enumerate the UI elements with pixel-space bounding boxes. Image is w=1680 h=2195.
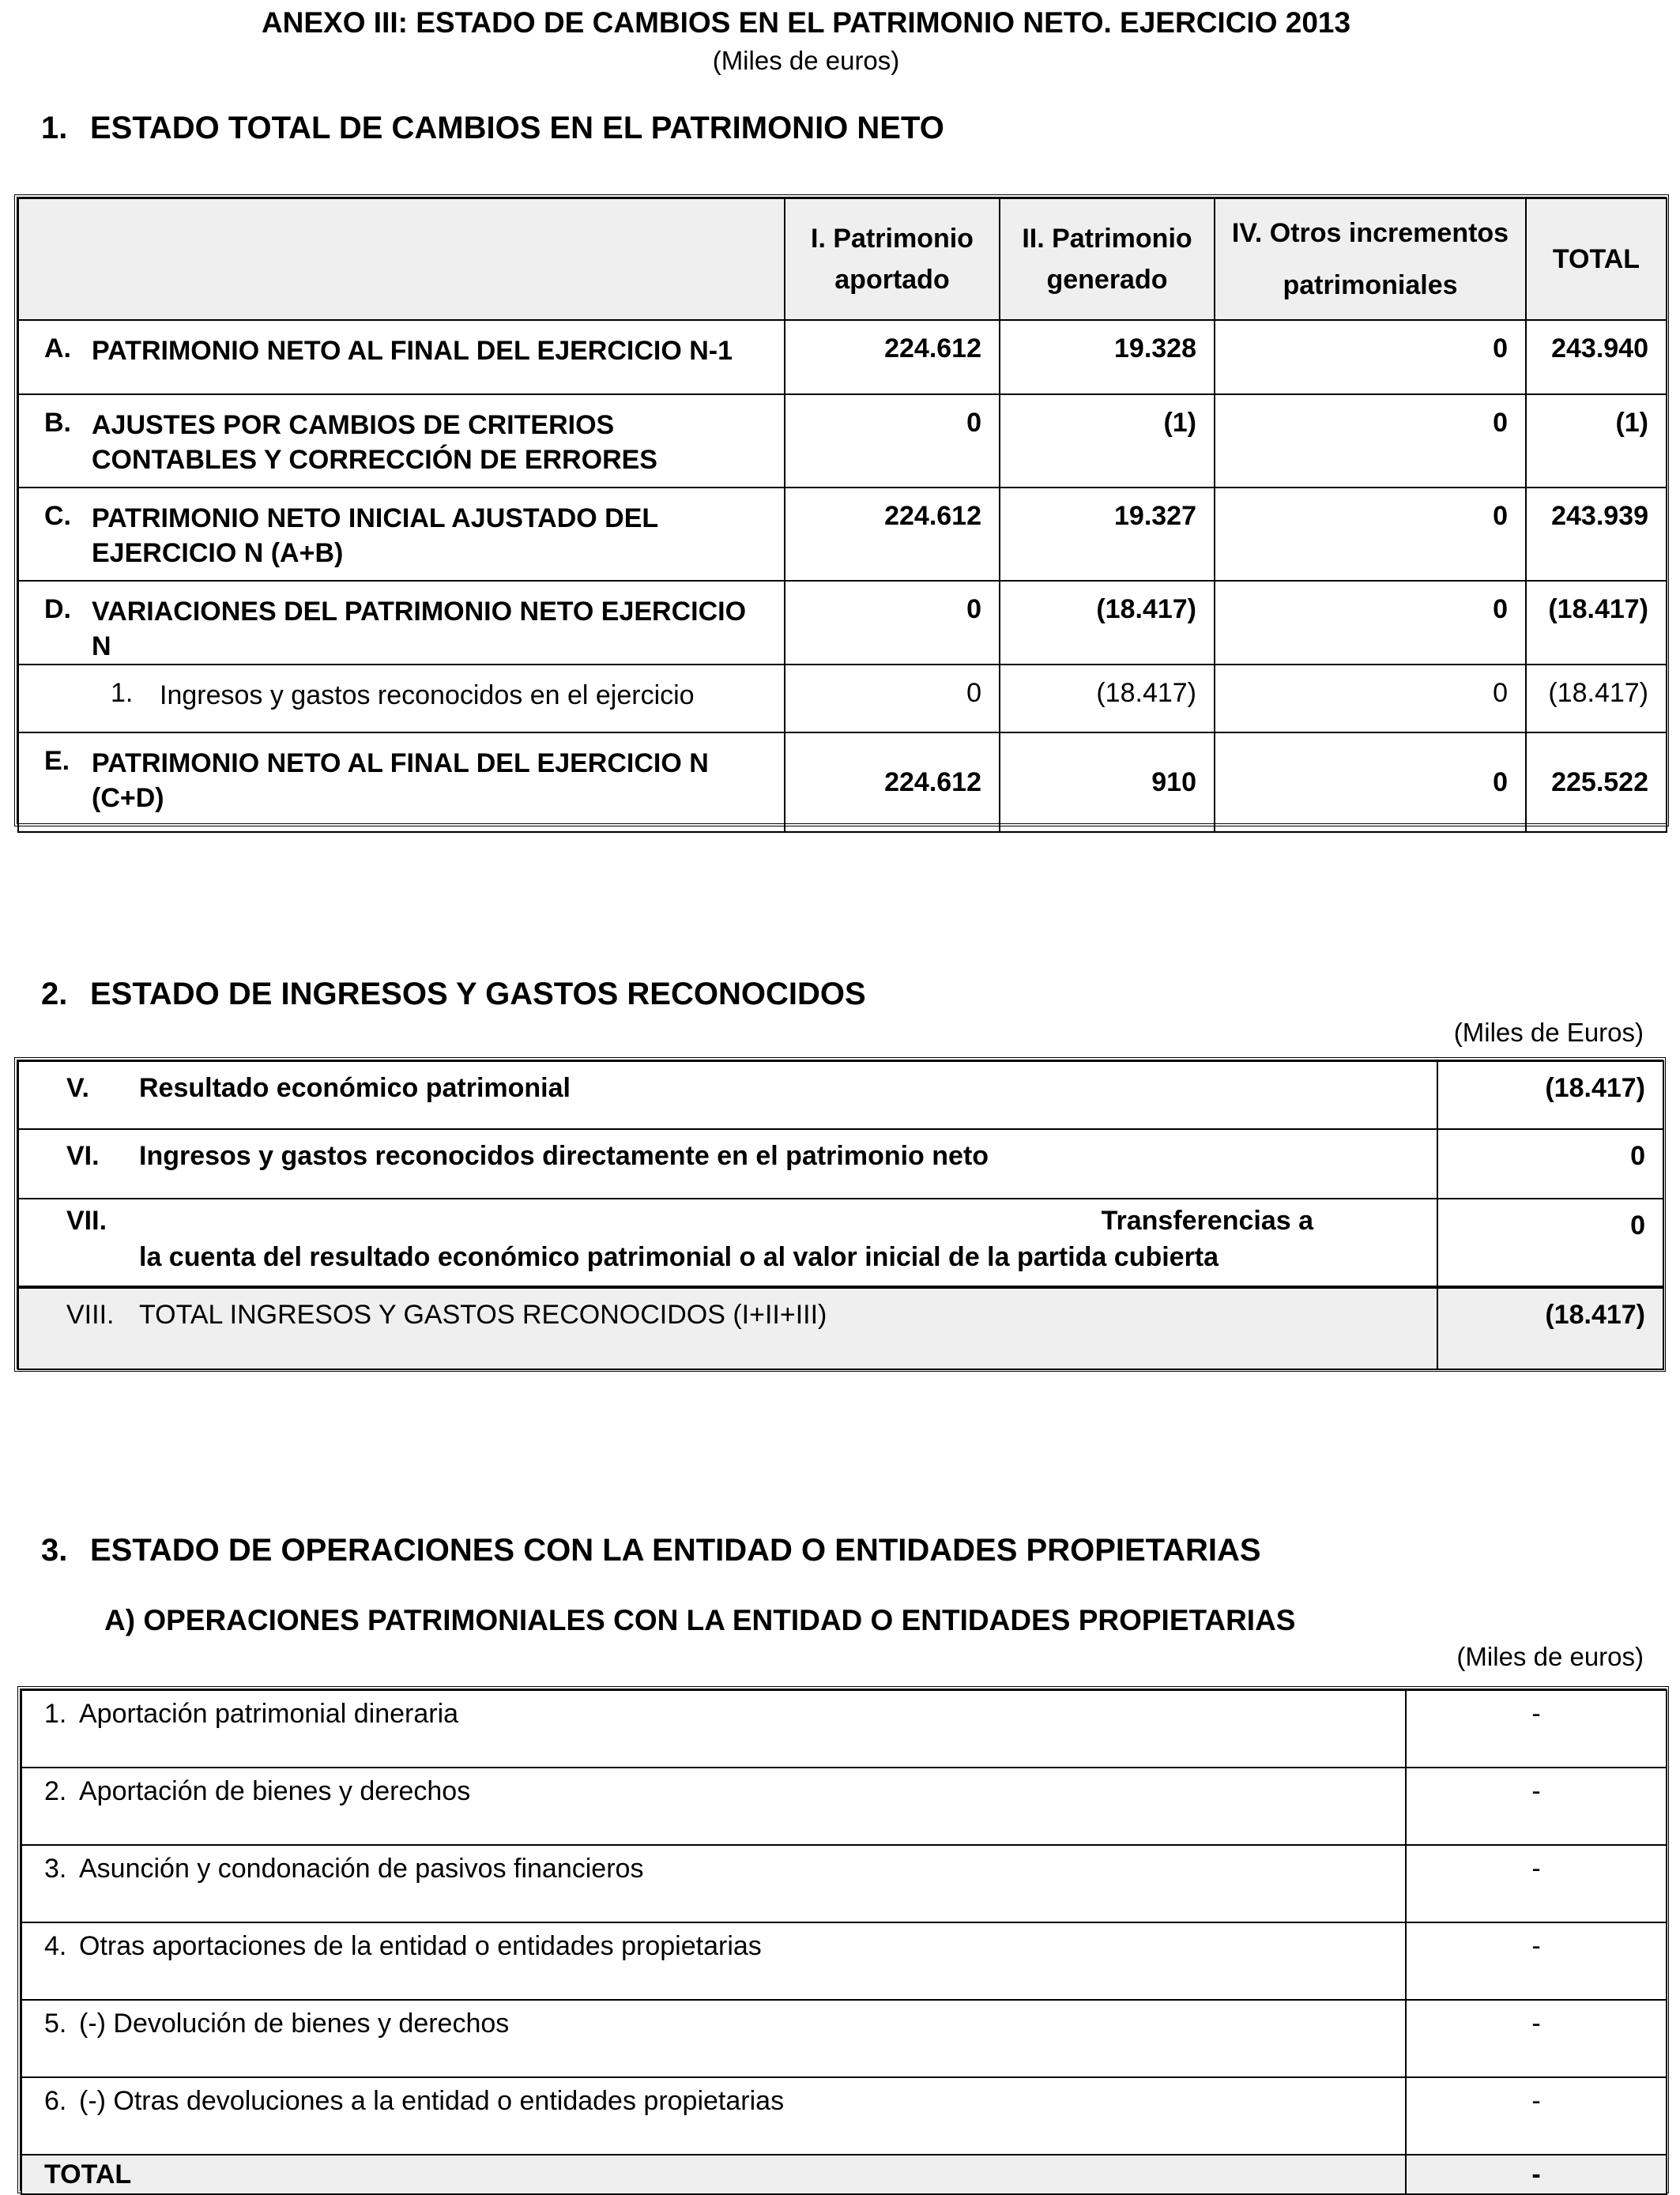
row-label: 1. Aportación patrimonial dineraria	[21, 1690, 1406, 1768]
table-total-row	[21, 2155, 1667, 2194]
section-3-title: ESTADO DE OPERACIONES CON LA ENTIDAD O ENTIDADES PROPIETARIAS	[90, 1533, 1261, 1568]
cell-patrimonio-aportado: 0	[785, 581, 1000, 665]
cell-total: (18.417)	[1526, 581, 1667, 665]
column-header-patrimonio-aportado: I. Patrimonio aportado	[785, 198, 1000, 320]
cell-total: (18.417)	[1526, 665, 1667, 732]
cell-patrimonio-aportado: 224.612	[785, 732, 1000, 832]
cell-patrimonio-aportado: 224.612	[785, 320, 1000, 394]
cell-value: -	[1406, 1690, 1667, 1768]
cell-patrimonio-generado: (18.417)	[1000, 581, 1215, 665]
cell-otros-incrementos: 0	[1215, 732, 1526, 832]
table-ingresos-gastos	[14, 1057, 1666, 1372]
table-row	[21, 2000, 1667, 2077]
section-1-number: 1.	[41, 111, 68, 145]
cell-otros-incrementos: 0	[1215, 488, 1526, 581]
section-2-title: ESTADO DE INGRESOS Y GASTOS RECONOCIDOS	[90, 977, 866, 1011]
total-value: -	[1406, 2155, 1667, 2194]
cell-otros-incrementos: 0	[1215, 665, 1526, 732]
cell-patrimonio-generado: (1)	[1000, 394, 1215, 488]
table-row	[18, 1199, 1663, 1287]
cell-patrimonio-generado: (18.417)	[1000, 665, 1215, 732]
row-label: 2. Aportación de bienes y derechos	[21, 1768, 1406, 1845]
row-label: E. PATRIMONIO NETO AL FINAL DEL EJERCICIO N (C+D)	[18, 732, 785, 832]
cell-value: (18.417)	[1437, 1061, 1663, 1129]
column-header-patrimonio-generado: II. Patrimonio generado	[1000, 198, 1215, 320]
table-total-row	[18, 1287, 1663, 1369]
row-label: VII. Transferencias a la cuenta del resultado económico patrimonial o al valor inicial de la partida cubierta	[18, 1199, 1437, 1287]
section-2-units: (Miles de Euros)	[1453, 1018, 1644, 1047]
row-label: A. PATRIMONIO NETO AL FINAL DEL EJERCICIO N-1	[18, 320, 785, 394]
table-row	[21, 1690, 1667, 1768]
row-label: 4. Otras aportaciones de la entidad o entidades propietarias	[21, 1922, 1406, 2000]
table-row	[18, 1061, 1663, 1129]
section-1-title: ESTADO TOTAL DE CAMBIOS EN EL PATRIMONIO NETO	[90, 111, 944, 145]
cell-value: -	[1406, 1922, 1667, 2000]
table-row	[18, 732, 1667, 832]
cell-value: -	[1406, 2000, 1667, 2077]
table-row	[18, 488, 1667, 581]
section-3-heading	[41, 1533, 1261, 1568]
section-2-number: 2.	[41, 977, 68, 1011]
row-label: B. AJUSTES POR CAMBIOS DE CRITERIOS CONTABLES Y CORRECCIÓN DE ERRORES	[18, 394, 785, 488]
cell-patrimonio-generado: 910	[1000, 732, 1215, 832]
section-3-number: 3.	[41, 1533, 68, 1568]
cell-patrimonio-generado: 19.328	[1000, 320, 1215, 394]
row-label: 1. Ingresos y gastos reconocidos en el ejercicio	[18, 665, 785, 732]
column-header-total: TOTAL	[1526, 198, 1667, 320]
row-label: 6. (-) Otras devoluciones a la entidad o entidades propietarias	[21, 2077, 1406, 2155]
page-title: ANEXO III: ESTADO DE CAMBIOS EN EL PATRIMONIO NETO. EJERCICIO 2013	[261, 6, 1351, 39]
section-1-heading	[41, 111, 944, 146]
row-label: V. Resultado económico patrimonial	[18, 1061, 1437, 1129]
cell-total: 243.940	[1526, 320, 1667, 394]
column-header-otros-incrementos: IV. Otros incrementos patrimoniales	[1215, 198, 1526, 320]
cell-otros-incrementos: 0	[1215, 581, 1526, 665]
row-label: C. PATRIMONIO NETO INICIAL AJUSTADO DEL EJERCICIO N (A+B)	[18, 488, 785, 581]
row-label: VIII. TOTAL INGRESOS Y GASTOS RECONOCIDOS (I+II+III)	[18, 1287, 1437, 1369]
table-patrimonio-neto	[14, 194, 1669, 826]
table-row	[18, 394, 1667, 488]
cell-value: -	[1406, 1845, 1667, 1922]
section-3-subheading: A) OPERACIONES PATRIMONIALES CON LA ENTIDAD O ENTIDADES PROPIETARIAS	[104, 1604, 1296, 1636]
cell-value: 0	[1437, 1129, 1663, 1199]
cell-total: 243.939	[1526, 488, 1667, 581]
table-row	[18, 581, 1667, 665]
cell-otros-incrementos: 0	[1215, 394, 1526, 488]
cell-otros-incrementos: 0	[1215, 320, 1526, 394]
row-label: 5. (-) Devolución de bienes y derechos	[21, 2000, 1406, 2077]
cell-value: -	[1406, 1768, 1667, 1845]
cell-value: (18.417)	[1437, 1287, 1663, 1369]
table-row	[21, 1845, 1667, 1922]
section-2-heading	[41, 977, 866, 1012]
table-row	[21, 1922, 1667, 2000]
row-label: 3. Asunción y condonación de pasivos financieros	[21, 1845, 1406, 1922]
cell-patrimonio-aportado: 0	[785, 394, 1000, 488]
cell-value: 0	[1437, 1199, 1663, 1287]
cell-patrimonio-aportado: 224.612	[785, 488, 1000, 581]
total-label: TOTAL	[21, 2155, 1406, 2194]
row-label: D. VARIACIONES DEL PATRIMONIO NETO EJERCICIO N	[18, 581, 785, 665]
cell-total: 225.522	[1526, 732, 1667, 832]
cell-value: -	[1406, 2077, 1667, 2155]
section-3-units: (Miles de euros)	[1456, 1642, 1644, 1671]
header-empty-cell	[18, 198, 785, 320]
row-label: VI. Ingresos y gastos reconocidos directamente en el patrimonio neto	[18, 1129, 1437, 1199]
cell-total: (1)	[1526, 394, 1667, 488]
cell-patrimonio-generado: 19.327	[1000, 488, 1215, 581]
cell-patrimonio-aportado: 0	[785, 665, 1000, 732]
table-header-row	[18, 198, 1667, 320]
table-operaciones-propietarias	[17, 1686, 1669, 2193]
table-row	[18, 1129, 1663, 1199]
table-row	[21, 2077, 1667, 2155]
table-row	[21, 1768, 1667, 1845]
page-units: (Miles de euros)	[712, 46, 900, 75]
table-row	[18, 665, 1667, 732]
table-row	[18, 320, 1667, 394]
